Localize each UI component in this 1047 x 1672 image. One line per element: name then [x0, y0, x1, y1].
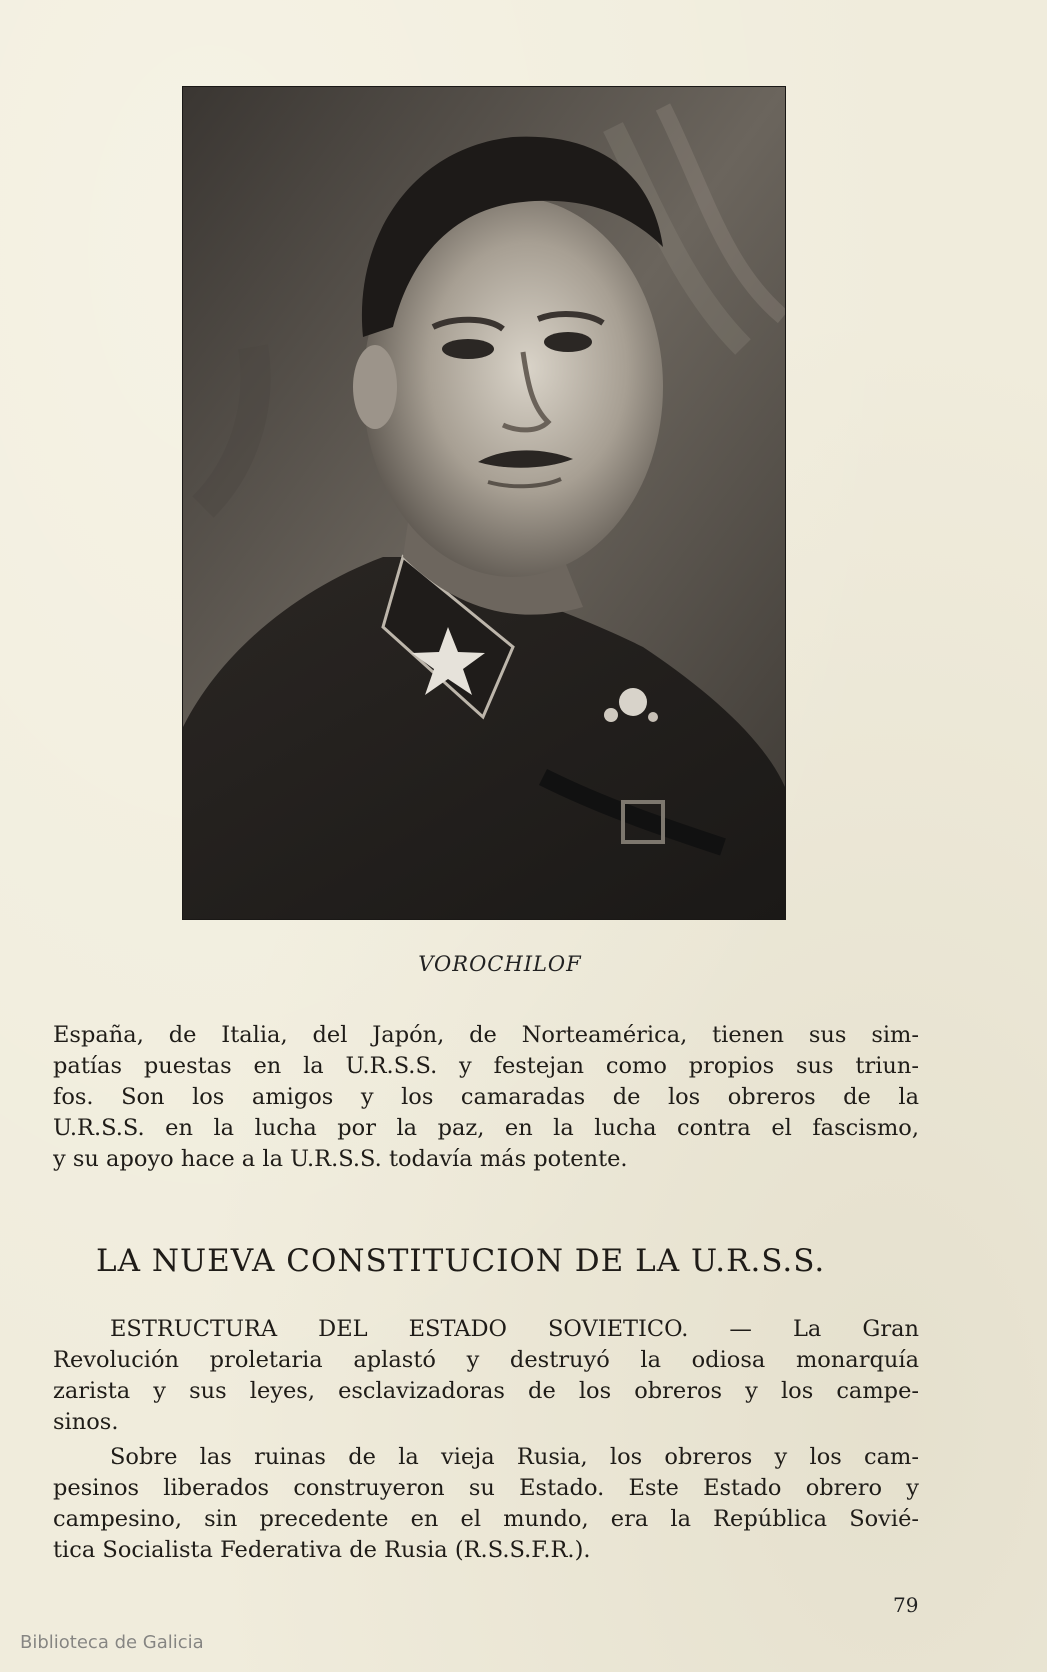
- text-line: fos. Son los amigos y los camaradas de los obreros de la: [53, 1084, 919, 1110]
- text-line: campesino, sin precedente en el mundo, era la República Sovié-: [53, 1506, 919, 1532]
- text-line: Sobre las ruinas de la vieja Rusia, los obreros y los cam-: [110, 1444, 919, 1470]
- text-line: tica Socialista Federativa de Rusia (R.S.S.F.R.).: [53, 1537, 591, 1563]
- text-line: U.R.S.S. en la lucha por la paz, en la lucha contra el fascismo,: [53, 1115, 919, 1141]
- text-line: ESTRUCTURA DEL ESTADO SOVIETICO. — La Gran: [110, 1316, 919, 1342]
- text-line: zarista y sus leyes, esclavizadoras de los obreros y los campe-: [53, 1378, 919, 1404]
- paragraph-ruins: [53, 1442, 919, 1566]
- paragraph-intro: [53, 1020, 919, 1175]
- section-heading: LA NUEVA CONSTITUCION DE LA U.R.S.S.: [96, 1243, 826, 1279]
- text-line: Revolución proletaria aplastó y destruyó la odiosa monarquía: [53, 1347, 919, 1373]
- text-line: y su apoyo hace a la U.R.S.S. todavía más potente.: [53, 1146, 628, 1172]
- paragraph-structure: [53, 1314, 919, 1438]
- photo-caption: VOROCHILOF: [418, 952, 582, 976]
- portrait-photo: [183, 87, 785, 919]
- text-line: España, de Italia, del Japón, de Norteamérica, tienen sus sim-: [53, 1022, 919, 1048]
- text-line: patías puestas en la U.R.S.S. y festejan como propios sus triun-: [53, 1053, 919, 1079]
- text-line: sinos.: [53, 1409, 119, 1435]
- text-line: pesinos liberados construyeron su Estado. Este Estado obrero y: [53, 1475, 919, 1501]
- page-number: 79: [893, 1593, 919, 1617]
- portrait-photo-icon: [183, 87, 785, 919]
- library-watermark: Biblioteca de Galicia: [20, 1632, 204, 1653]
